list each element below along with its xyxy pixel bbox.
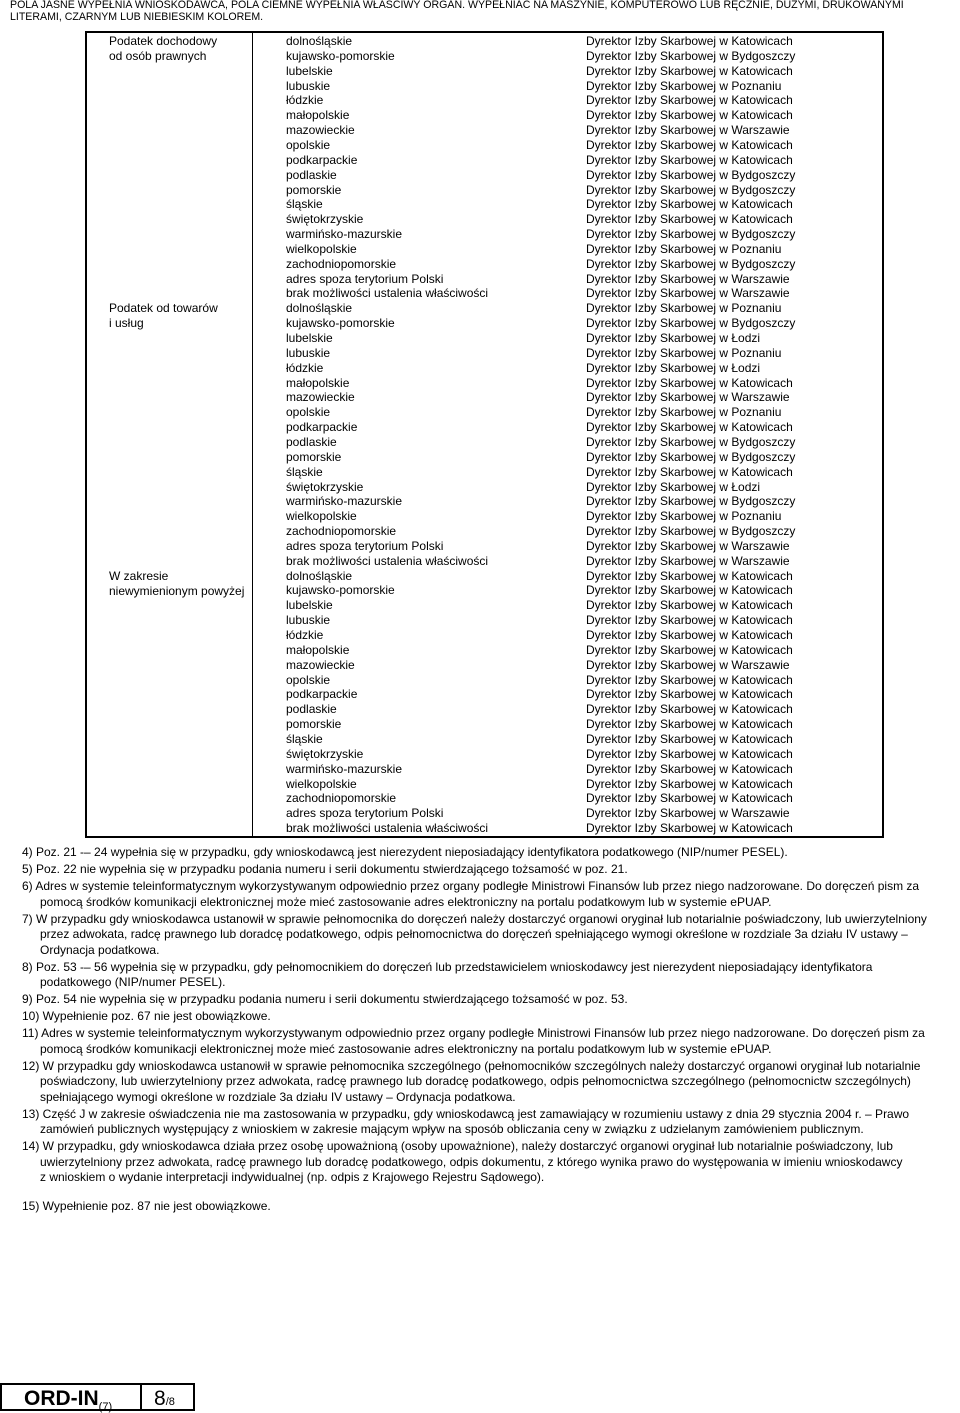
voivodeship-cell: zachodniopomorskie	[286, 256, 397, 271]
tax-office-cell: Dyrektor Izby Skarbowej w Warszawie	[586, 123, 790, 138]
voivodeship-cell: wielkopolskie	[286, 509, 357, 524]
tax-office-cell: Dyrektor Izby Skarbowej w Bydgoszczy	[586, 227, 796, 242]
section-label-line: i usług	[109, 316, 144, 331]
voivodeship-cell: warmińsko-mazurskie	[286, 227, 403, 242]
footnote	[22, 1009, 948, 1025]
voivodeship-cell: świętokrzyskie	[286, 212, 364, 227]
voivodeship-cell: zachodniopomorskie	[286, 524, 397, 539]
tax-office-cell: Dyrektor Izby Skarbowej w Poznaniu	[586, 509, 782, 524]
footer-divider	[140, 1385, 142, 1409]
section-label-line: Podatek dochodowy	[109, 34, 218, 48]
footnote-line: 7) W przypadku gdy wnioskodawca ustanowił w sprawie pełnomocnika do doręczeń należy dostarczyć organowi oryginał lub notarialnie poświadczony, lub uwierzytelniony	[22, 911, 927, 926]
tax-office-table	[85, 31, 884, 838]
tax-office-cell: Dyrektor Izby Skarbowej w Warszawie	[586, 657, 790, 672]
voivodeship-cell: świętokrzyskie	[286, 479, 364, 494]
tax-office-cell: Dyrektor Izby Skarbowej w Bydgoszczy	[586, 167, 796, 182]
footnote-line: z wnioskiem o wydanie interpretacji indywidualnej (np. odpis z Krajowego Rejestru Sądowego).	[40, 1170, 545, 1184]
footnote-line: przez adwokata, radcę prawnego lub doradcę podatkowego, odpis pełnomocnictwa do doręczeń spełniającego wymogi określone w rozdziale 3a działu IV ustawy –	[40, 927, 908, 941]
tax-office-cell: Dyrektor Izby Skarbowej w Warszawie	[586, 806, 790, 821]
voivodeship-cell: lubelskie	[286, 331, 333, 345]
voivodeship-cell: zachodniopomorskie	[286, 791, 397, 806]
tax-office-cell: Dyrektor Izby Skarbowej w Katowicach	[586, 93, 793, 108]
voivodeship-cell: dolnośląskie	[286, 34, 353, 48]
voivodeship-cell: łódzkie	[286, 360, 324, 375]
voivodeship-cell: kujawsko-pomorskie	[286, 48, 395, 63]
tax-office-cell: Dyrektor Izby Skarbowej w Warszawie	[586, 271, 790, 286]
voivodeship-cell: śląskie	[286, 731, 323, 746]
tax-office-cell: Dyrektor Izby Skarbowej w Bydgoszczy	[586, 256, 796, 271]
tax-office-cell: Dyrektor Izby Skarbowej w Katowicach	[586, 687, 793, 702]
footnote	[22, 912, 948, 959]
footnote-line: 13) Część J w zakresie oświadczenia nie ma zastosowania w przypadku, gdy wnioskodawcą jest zamawiający w rozumieniu ustawy z dnia 29 stycznia 2004 r. – Prawo	[22, 1106, 910, 1121]
footnote-line: 5) Poz. 22 nie wypełnia się w przypadku podania numeru i serii dokumentu stwierdzającego tożsamość w poz. 21.	[22, 862, 628, 876]
voivodeship-cell: lubuskie	[286, 613, 331, 628]
tax-office-cell: Dyrektor Izby Skarbowej w Bydgoszczy	[586, 524, 796, 539]
voivodeship-cell: małopolskie	[286, 642, 350, 657]
voivodeship-cell: mazowieckie	[286, 390, 355, 405]
voivodeship-cell: lubelskie	[286, 63, 333, 78]
tax-office-cell: Dyrektor Izby Skarbowej w Bydgoszczy	[586, 48, 796, 63]
footnote-line: pomocą środków komunikacji elektronicznej może mieć zastosowanie adres elektroniczny na portalu podatkowym lub w systemie ePUAP.	[40, 1041, 772, 1056]
voivodeship-cell: lubelskie	[286, 598, 333, 613]
page-number-total: /8	[165, 1396, 175, 1408]
footnote-line: 14) W przypadku, gdy wnioskodawca działa przez osobę upoważnioną (osoby upoważnione), należy dostarczyć organowi oryginał lub notarialnie poświadczony, lub	[22, 1139, 893, 1153]
footnote	[22, 1199, 948, 1215]
tax-office-cell: Dyrektor Izby Skarbowej w Poznaniu	[586, 78, 782, 93]
tax-office-cell: Dyrektor Izby Skarbowej w Katowicach	[586, 598, 793, 613]
voivodeship-cell: małopolskie	[286, 375, 350, 390]
voivodeship-cell: podlaskie	[286, 434, 337, 449]
voivodeship-cell: łódzkie	[286, 93, 324, 108]
tax-office-cell: Dyrektor Izby Skarbowej w Katowicach	[586, 628, 793, 642]
voivodeship-cell: adres spoza terytorium Polski	[286, 271, 444, 286]
footnote	[22, 1139, 948, 1186]
tax-office-cell: Dyrektor Izby Skarbowej w Łodzi	[586, 331, 761, 345]
tax-office-cell: Dyrektor Izby Skarbowej w Katowicach	[586, 34, 793, 48]
page-number	[154, 1387, 175, 1411]
voivodeship-cell: podkarpackie	[286, 687, 358, 702]
footnote-line: 4) Poz. 21 -– 24 wypełnia się w przypadku, gdy wnioskodawcą jest nierezydent nieposiadający identyfikatora podatkowego (NIP/numer PESEL).	[22, 845, 788, 859]
footnote-line: 12) W przypadku gdy wnioskodawca ustanowił w sprawie pełnomocnika szczególnego (pełnomocników szczególnych należy dostarczyć organowi oryginał lub notarialnie	[22, 1058, 921, 1073]
tax-office-cell: Dyrektor Izby Skarbowej w Katowicach	[586, 761, 793, 776]
voivodeship-cell: lubuskie	[286, 78, 331, 93]
form-code-text: ORD-IN	[24, 1387, 99, 1410]
tax-office-cell: Dyrektor Izby Skarbowej w Katowicach	[586, 717, 793, 732]
voivodeship-cell: pomorskie	[286, 449, 342, 464]
footnote-line: podatkowego (NIP/numer PESEL).	[40, 975, 226, 989]
voivodeship-cell: wielkopolskie	[286, 241, 357, 256]
tax-office-cell: Dyrektor Izby Skarbowej w Bydgoszczy	[586, 182, 796, 197]
footnote-line: spełniającego wymogi określone w rozdziale 3a działu IV ustawy – Ordynacja podatkowa.	[40, 1089, 516, 1104]
tax-office-cell: Dyrektor Izby Skarbowej w Poznaniu	[586, 241, 782, 256]
voivodeship-cell: wielkopolskie	[286, 776, 357, 791]
voivodeship-cell: podkarpackie	[286, 152, 358, 167]
voivodeship-cell: łódzkie	[286, 628, 324, 642]
form-footer	[0, 1383, 195, 1411]
footnote-line: pomocą środków komunikacji elektronicznej może mieć zastosowanie adres elektroniczny na portalu podatkowym lub w systemie ePUAP.	[40, 894, 772, 909]
section-label-line: niewymienionym powyżej	[109, 583, 245, 598]
voivodeship-cell: opolskie	[286, 405, 331, 420]
tax-office-cell: Dyrektor Izby Skarbowej w Katowicach	[586, 108, 793, 123]
tax-office-cell: Dyrektor Izby Skarbowej w Warszawie	[586, 390, 790, 405]
table-divider	[252, 33, 253, 836]
voivodeship-cell: kujawsko-pomorskie	[286, 583, 395, 598]
section-label-line: W zakresie	[109, 568, 169, 583]
voivodeship-cell: brak możliwości ustalenia właściwości	[286, 286, 489, 301]
footnote-line: 11) Adres w systemie teleinformatycznym wykorzystywanym odpowiednio przez organy podległe Ministrowi Finansów lub przez niego nadzorowane. Do doręczeń pism za	[22, 1026, 925, 1040]
tax-office-cell: Dyrektor Izby Skarbowej w Katowicach	[586, 583, 793, 598]
voivodeship-cell: brak możliwości ustalenia właściwości	[286, 553, 489, 568]
voivodeship-cell: dolnośląskie	[286, 301, 353, 316]
footnote	[22, 960, 948, 991]
tax-office-cell: Dyrektor Izby Skarbowej w Katowicach	[586, 702, 793, 717]
footnote-line: 10) Wypełnienie poz. 67 nie jest obowiązkowe.	[22, 1009, 271, 1023]
section-label-line: od osób prawnych	[109, 49, 207, 63]
footnote-line: uwierzytelniony przez adwokata, radcę prawnego lub doradcę podatkowego, odpis dokumentu, z którego wynika prawo do występowania w imieniu wnioskodawcy	[40, 1154, 903, 1169]
tax-office-cell: Dyrektor Izby Skarbowej w Warszawie	[586, 286, 790, 301]
voivodeship-cell: podlaskie	[286, 702, 337, 717]
voivodeship-cell: śląskie	[286, 464, 323, 479]
page-number-current: 8	[154, 1387, 166, 1410]
header-line-2: LITERAMI, CZARNYM LUB NIEBIESKIM KOLOREM.	[10, 10, 264, 23]
voivodeship-cell: dolnośląskie	[286, 568, 353, 583]
tax-office-cell: Dyrektor Izby Skarbowej w Katowicach	[586, 746, 793, 761]
footnote-line: zamówień publicznych występujący z wnioskiem w zakresie mającym wpływ na sposób obliczania ceny w związku z udzielanym zamówieniem publicznym.	[40, 1122, 864, 1136]
tax-office-cell: Dyrektor Izby Skarbowej w Katowicach	[586, 791, 793, 806]
tax-office-cell: Dyrektor Izby Skarbowej w Katowicach	[586, 420, 793, 435]
voivodeship-cell: warmińsko-mazurskie	[286, 761, 403, 776]
tax-office-cell: Dyrektor Izby Skarbowej w Katowicach	[586, 152, 793, 167]
tax-office-cell: Dyrektor Izby Skarbowej w Katowicach	[586, 672, 793, 687]
footnote	[22, 1107, 948, 1138]
tax-office-cell: Dyrektor Izby Skarbowej w Warszawie	[586, 553, 790, 568]
voivodeship-cell: mazowieckie	[286, 123, 355, 138]
tax-office-cell: Dyrektor Izby Skarbowej w Łodzi	[586, 360, 761, 375]
tax-office-cell: Dyrektor Izby Skarbowej w Poznaniu	[586, 301, 782, 316]
voivodeship-cell: adres spoza terytorium Polski	[286, 806, 444, 821]
voivodeship-cell: świętokrzyskie	[286, 746, 364, 761]
footnote	[22, 1059, 948, 1106]
voivodeship-cell: adres spoza terytorium Polski	[286, 538, 444, 553]
tax-office-cell: Dyrektor Izby Skarbowej w Łodzi	[586, 479, 761, 494]
tax-office-cell: Dyrektor Izby Skarbowej w Katowicach	[586, 137, 793, 152]
voivodeship-cell: brak możliwości ustalenia właściwości	[286, 821, 489, 836]
footnote-line: 15) Wypełnienie poz. 87 nie jest obowiązkowe.	[22, 1198, 271, 1213]
section-label	[109, 569, 259, 599]
voivodeship-cell: podkarpackie	[286, 420, 358, 435]
tax-office-cell: Dyrektor Izby Skarbowej w Bydgoszczy	[586, 434, 796, 449]
voivodeship-cell: pomorskie	[286, 182, 342, 197]
tax-office-cell: Dyrektor Izby Skarbowej w Bydgoszczy	[586, 316, 796, 331]
voivodeship-cell: kujawsko-pomorskie	[286, 316, 395, 331]
form-code	[24, 1387, 112, 1413]
tax-office-cell: Dyrektor Izby Skarbowej w Katowicach	[586, 212, 793, 227]
voivodeship-cell: lubuskie	[286, 345, 331, 360]
footnotes	[22, 845, 948, 1226]
footnote	[22, 845, 948, 861]
form-version: (7)	[98, 1401, 113, 1413]
voivodeship-cell: mazowieckie	[286, 657, 355, 672]
section-label	[109, 34, 259, 64]
tax-office-cell: Dyrektor Izby Skarbowej w Katowicach	[586, 776, 793, 791]
tax-office-cell: Dyrektor Izby Skarbowej w Katowicach	[586, 613, 793, 628]
footnote	[22, 992, 948, 1008]
footnote	[22, 1026, 948, 1057]
footnote-line: poświadczony, lub uwierzytelniony przez adwokata, radcę prawnego lub doradcę podatkowego, odpis pełnomocnictwa szczególnego (pełnomocnictw szczególnych)	[40, 1074, 911, 1088]
voivodeship-cell: podlaskie	[286, 167, 337, 182]
tax-office-cell: Dyrektor Izby Skarbowej w Poznaniu	[586, 405, 782, 420]
tax-office-cell: Dyrektor Izby Skarbowej w Katowicach	[586, 642, 793, 657]
footnote	[22, 879, 948, 910]
voivodeship-cell: śląskie	[286, 197, 323, 212]
tax-office-cell: Dyrektor Izby Skarbowej w Katowicach	[586, 568, 793, 583]
tax-office-cell: Dyrektor Izby Skarbowej w Katowicach	[586, 375, 793, 390]
footnote-line: 8) Poz. 53 -– 56 wypełnia się w przypadku, gdy pełnomocnikiem do doręczeń lub przedstawicielem wnioskodawcy jest nierezydent nieposiadający identyfikatora	[22, 959, 873, 974]
tax-office-cell: Dyrektor Izby Skarbowej w Katowicach	[586, 197, 793, 212]
section-label-line: Podatek od towarów	[109, 301, 218, 316]
voivodeship-cell: małopolskie	[286, 108, 350, 123]
tax-office-cell: Dyrektor Izby Skarbowej w Bydgoszczy	[586, 449, 796, 464]
tax-office-cell: Dyrektor Izby Skarbowej w Poznaniu	[586, 345, 782, 360]
voivodeship-cell: opolskie	[286, 137, 331, 152]
tax-office-cell: Dyrektor Izby Skarbowej w Katowicach	[586, 464, 793, 479]
header-line-1: POLA JASNE WYPEŁNIA WNIOSKODAWCA, POLA CIEMNE WYPEŁNIA WŁAŚCIWY ORGAN. WYPEŁNIAĆ NA MASZYNIE, KOMPUTEROWO LUB RĘCZNIE, DUŻYMI, DRUKOWANYMI	[10, 0, 904, 11]
voivodeship-cell: opolskie	[286, 672, 331, 687]
footnote-line: 6) Adres w systemie teleinformatycznym wykorzystywanym odpowiednio przez organy podległe Ministrowi Finansów lub przez niego nadzorowane. Do doręczeń pism za	[22, 879, 920, 893]
footnote	[22, 862, 948, 878]
footnote-line: Ordynacja podatkowa.	[40, 942, 160, 957]
tax-office-cell: Dyrektor Izby Skarbowej w Warszawie	[586, 538, 790, 553]
voivodeship-cell: warmińsko-mazurskie	[286, 494, 403, 509]
form-instructions-header	[10, 0, 950, 23]
voivodeship-cell: pomorskie	[286, 717, 342, 732]
tax-office-cell: Dyrektor Izby Skarbowej w Katowicach	[586, 821, 793, 836]
tax-office-cell: Dyrektor Izby Skarbowej w Katowicach	[586, 63, 793, 78]
section-label	[109, 301, 259, 331]
tax-office-cell: Dyrektor Izby Skarbowej w Katowicach	[586, 731, 793, 746]
tax-office-cell: Dyrektor Izby Skarbowej w Bydgoszczy	[586, 494, 796, 509]
footnote-line: 9) Poz. 54 nie wypełnia się w przypadku podania numeru i serii dokumentu stwierdzającego tożsamość w poz. 53.	[22, 992, 628, 1006]
